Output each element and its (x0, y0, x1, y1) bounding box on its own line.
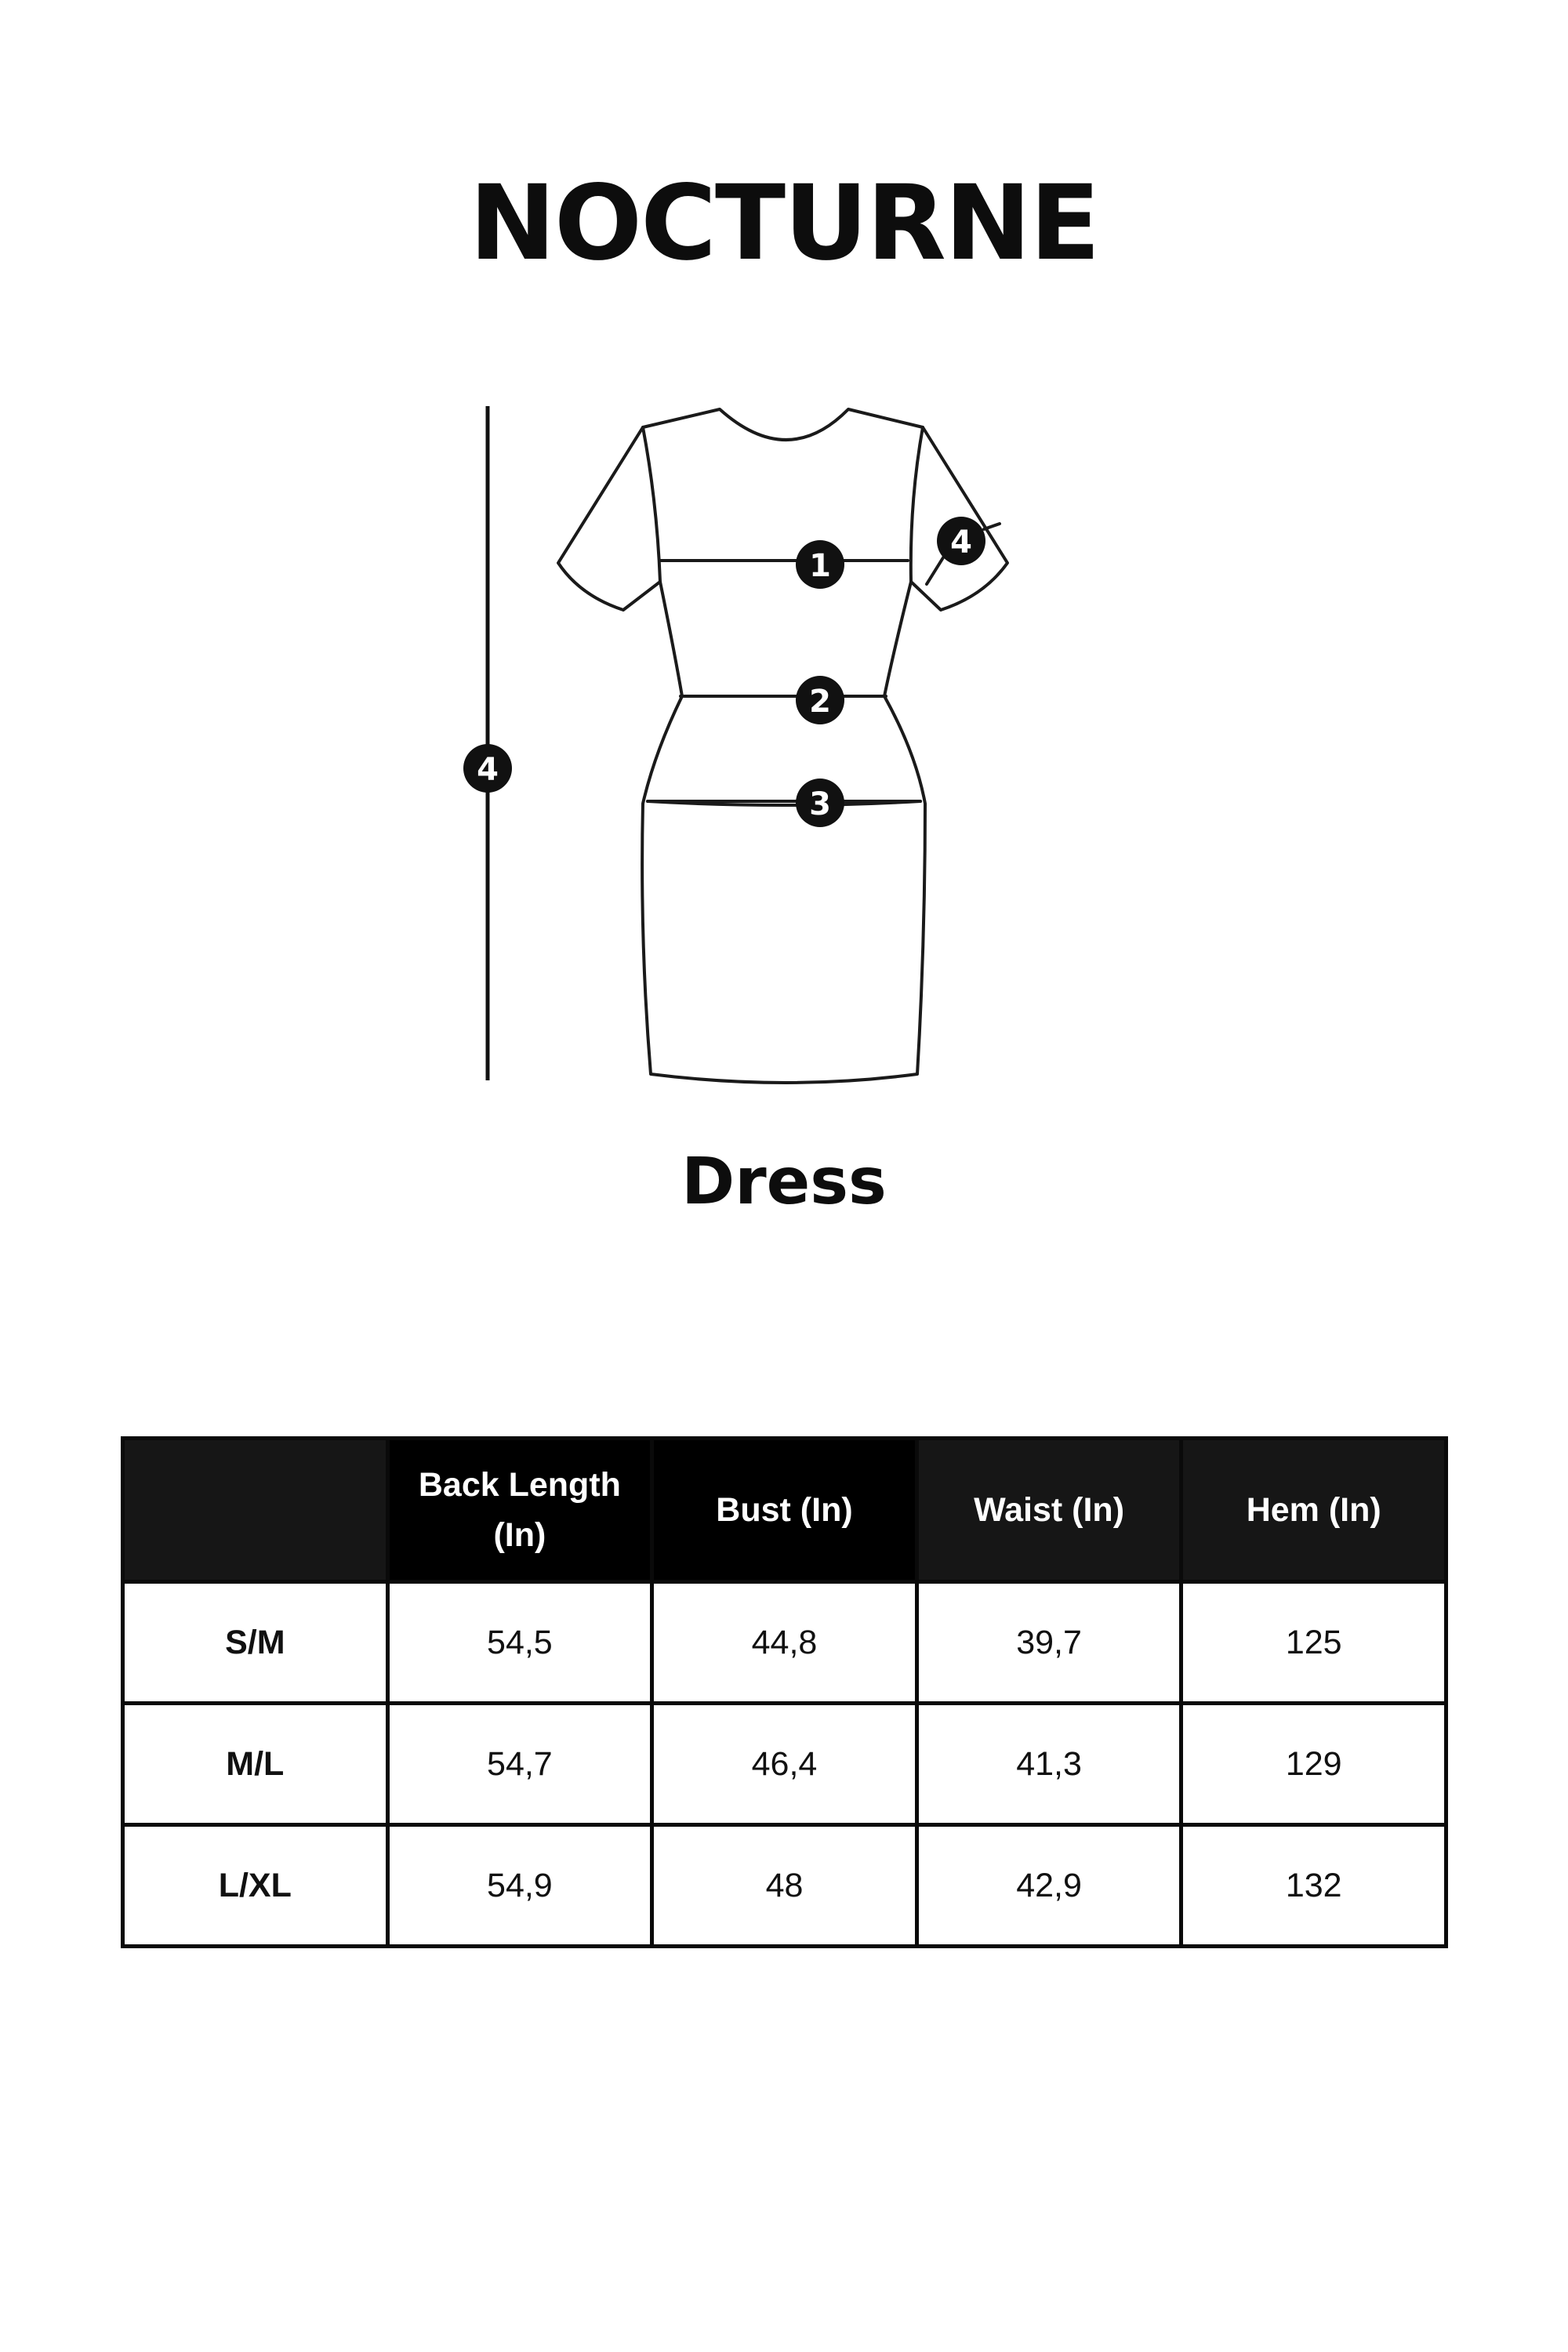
header-hem: Hem (In) (1181, 1439, 1446, 1582)
header-bust: Bust (In) (652, 1439, 917, 1582)
hem-cell: 125 (1181, 1582, 1446, 1704)
table-row (123, 1582, 1446, 1704)
dress-diagram (0, 0, 1568, 1137)
back-length-cell: 54,9 (387, 1825, 652, 1947)
size-cell: S/M (123, 1582, 388, 1704)
marker-waist (796, 676, 844, 724)
waist-cell: 42,9 (916, 1825, 1181, 1947)
back-length-cell: 54,7 (387, 1704, 652, 1825)
bust-cell: 48 (652, 1825, 917, 1947)
header-back-length: Back Length (In) (387, 1439, 652, 1582)
garment-title: Dress (681, 1145, 887, 1219)
bust-cell: 44,8 (652, 1582, 917, 1704)
table-row (123, 1825, 1446, 1947)
bust-cell: 46,4 (652, 1704, 917, 1825)
waist-cell: 41,3 (916, 1704, 1181, 1825)
marker-length (463, 744, 512, 793)
header-waist: Waist (In) (916, 1439, 1181, 1582)
marker-waist-label: 2 (809, 684, 831, 720)
dress-outline (558, 409, 1007, 1083)
size-table (121, 1436, 1448, 1948)
size-cell: L/XL (123, 1825, 388, 1947)
marker-bust (796, 540, 844, 589)
hem-cell: 132 (1181, 1825, 1446, 1947)
size-cell: M/L (123, 1704, 388, 1825)
header-size (123, 1439, 388, 1582)
marker-sleeve-label: 4 (950, 524, 972, 561)
waist-cell: 39,7 (916, 1582, 1181, 1704)
marker-bust-label: 1 (809, 548, 831, 584)
marker-hem-label: 3 (809, 786, 831, 822)
marker-hem (796, 779, 844, 827)
back-length-cell: 54,5 (387, 1582, 652, 1704)
marker-length-label: 4 (477, 752, 499, 788)
hem-cell: 129 (1181, 1704, 1446, 1825)
table-header-row (123, 1439, 1446, 1582)
table-row (123, 1704, 1446, 1825)
marker-sleeve (937, 517, 985, 565)
brand-logo: NOCTURNE (469, 163, 1099, 284)
